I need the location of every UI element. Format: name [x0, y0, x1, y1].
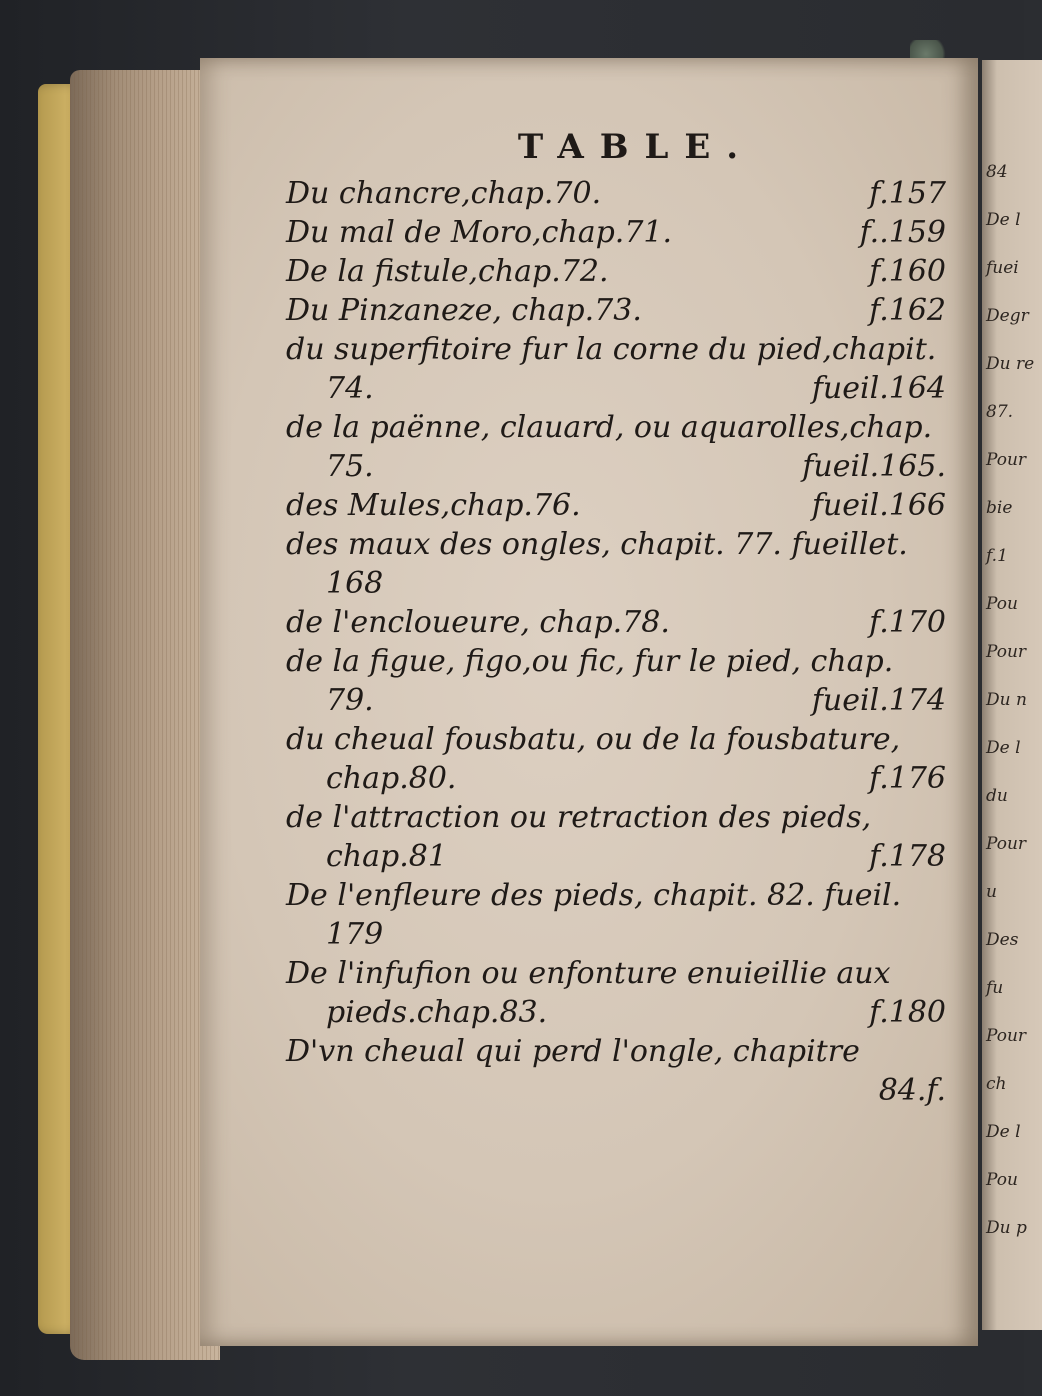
- toc-entry-chapter-ref: 74.: [326, 371, 374, 406]
- toc-entry: [286, 486, 946, 525]
- facing-page-fragment: f.1: [986, 546, 1008, 566]
- toc-entry: [286, 174, 946, 213]
- toc-entry-folio: f.160: [869, 254, 946, 289]
- toc-entry-continuation: [286, 837, 946, 876]
- toc-entry-line: [286, 603, 946, 642]
- toc-entry-continuation: [286, 759, 946, 798]
- toc-entry-folio: f.157: [869, 176, 946, 211]
- toc-entry-continuation: [286, 447, 946, 486]
- toc-entry-chapter-ref: pieds.chap.83.: [326, 995, 548, 1030]
- toc-entry: [286, 213, 946, 252]
- toc-entry-line: [286, 876, 946, 915]
- toc-entry: [286, 1032, 946, 1110]
- toc-entry-line: [286, 291, 946, 330]
- facing-page-fragment: De l: [986, 210, 1021, 230]
- toc-entry: [286, 603, 946, 642]
- toc-entry-folio: f.178: [869, 839, 946, 874]
- toc-entry-chapter-ref: 179: [326, 917, 384, 952]
- toc-entry-title: Du chancre,chap.70.: [286, 176, 602, 211]
- toc-entry-title: de la figue, figo,ou fic, fur le pied, chap.: [286, 644, 894, 679]
- toc-entry-line: [286, 720, 946, 759]
- facing-page-fragment: De l: [986, 738, 1021, 758]
- toc-entry-title: De l'infufion ou enfonture enuieillie aux: [286, 956, 891, 991]
- toc-entry-folio: fueil.166: [811, 488, 946, 523]
- toc-entry-title: Du mal de Moro,chap.71.: [286, 215, 673, 250]
- facing-page-fragment: Du re: [986, 354, 1035, 374]
- toc-entry-continuation: [286, 369, 946, 408]
- toc-entry-line: [286, 213, 946, 252]
- facing-page-fragment: Pou: [986, 594, 1018, 614]
- toc-entry-line: [286, 525, 946, 564]
- facing-page-fragment: fu: [986, 978, 1004, 998]
- toc-entry-title: de l'encloueure, chap.78.: [286, 605, 670, 640]
- toc-entry-folio: fueil.174: [811, 683, 946, 718]
- facing-page-fragment: Pou: [986, 1170, 1018, 1190]
- toc-entry-title: De la fistule,chap.72.: [286, 254, 609, 289]
- toc-entry: [286, 720, 946, 798]
- toc-entry-title: D'vn cheual qui perd l'ongle, chapitre: [286, 1034, 860, 1069]
- toc-entry-continuation: [286, 564, 946, 603]
- facing-page-fragment: ch: [986, 1074, 1007, 1094]
- toc-entry-line: [286, 1032, 946, 1071]
- facing-page-fragment: bie: [986, 498, 1013, 518]
- toc-entry-line: [286, 642, 946, 681]
- toc-entry: [286, 252, 946, 291]
- toc-entry-title: du cheual fousbatu, ou de la fousbature,: [286, 722, 901, 757]
- facing-page-fragment: Pour: [986, 450, 1027, 470]
- facing-page-fragment: Du p: [986, 1218, 1027, 1238]
- toc-entry: [286, 642, 946, 720]
- toc-entry-folio: f.180: [869, 995, 946, 1030]
- toc-entries: [286, 174, 946, 1110]
- facing-page-fragment: fuei: [986, 258, 1019, 278]
- facing-page-fragment: De l: [986, 1122, 1021, 1142]
- toc-entry: [286, 408, 946, 486]
- toc-entry-line: [286, 330, 946, 369]
- table-of-contents: [286, 120, 946, 1110]
- toc-entry-continuation: [286, 681, 946, 720]
- toc-entry-folio: f..159: [859, 215, 946, 250]
- facing-page-fragment: Pour: [986, 642, 1027, 662]
- facing-page-fragment: 84: [986, 162, 1008, 182]
- toc-entry-line: [286, 408, 946, 447]
- facing-page-fragment: u: [986, 882, 997, 902]
- toc-entry-continuation: [286, 1071, 946, 1110]
- toc-entry-chapter-ref: 79.: [326, 683, 374, 718]
- toc-entry-chapter-ref: 168: [326, 566, 384, 601]
- toc-entry: [286, 798, 946, 876]
- page-block-edge: [70, 70, 220, 1360]
- toc-entry-line: [286, 954, 946, 993]
- toc-entry-line: [286, 486, 946, 525]
- toc-entry-title: de l'attraction ou retraction des pieds,: [286, 800, 872, 835]
- facing-page-fragment: Des: [986, 930, 1019, 950]
- facing-page-fragment: 87.: [986, 402, 1014, 422]
- toc-entry-continuation: [286, 915, 946, 954]
- toc-entry-folio: f.176: [869, 761, 946, 796]
- toc-entry-title: des Mules,chap.76.: [286, 488, 581, 523]
- toc-entry-folio: 84.f.: [878, 1073, 946, 1108]
- toc-entry-folio: fueil.165.: [802, 449, 946, 484]
- toc-entry-folio: fueil.164: [811, 371, 946, 406]
- toc-entry-title: de la paënne, clauard, ou aquarolles,chap.: [286, 410, 933, 445]
- toc-entry-folio: f.170: [869, 605, 946, 640]
- facing-page-text: [986, 160, 1035, 1264]
- toc-entry-title: des maux des ongles, chapit. 77. fueillet.: [286, 527, 908, 562]
- toc-entry-chapter-ref: chap.81: [326, 839, 447, 874]
- toc-entry: [286, 330, 946, 408]
- facing-page-fragment: du: [986, 786, 1008, 806]
- toc-entry: [286, 876, 946, 954]
- toc-entry-title: du superfitoire fur la corne du pied,chapit.: [286, 332, 937, 367]
- toc-entry-continuation: [286, 993, 946, 1032]
- facing-page-fragment: Degr: [986, 306, 1029, 326]
- toc-entry-chapter-ref: chap.80.: [326, 761, 457, 796]
- toc-entry-title: De l'enfleure des pieds, chapit. 82. fueil.: [286, 878, 902, 913]
- facing-page-fragment: Pour: [986, 834, 1027, 854]
- facing-page-fragment: Pour: [986, 1026, 1027, 1046]
- facing-page-fragment: Du n: [986, 690, 1027, 710]
- toc-entry-folio: f.162: [869, 293, 946, 328]
- toc-entry: [286, 954, 946, 1032]
- toc-entry-line: [286, 798, 946, 837]
- toc-entry-line: [286, 174, 946, 213]
- toc-entry-title: Du Pinzaneze, chap.73.: [286, 293, 642, 328]
- toc-entry: [286, 525, 946, 603]
- toc-entry-chapter-ref: 75.: [326, 449, 374, 484]
- page-header: TABLE.: [517, 127, 755, 167]
- toc-entry-line: [286, 252, 946, 291]
- toc-entry: [286, 291, 946, 330]
